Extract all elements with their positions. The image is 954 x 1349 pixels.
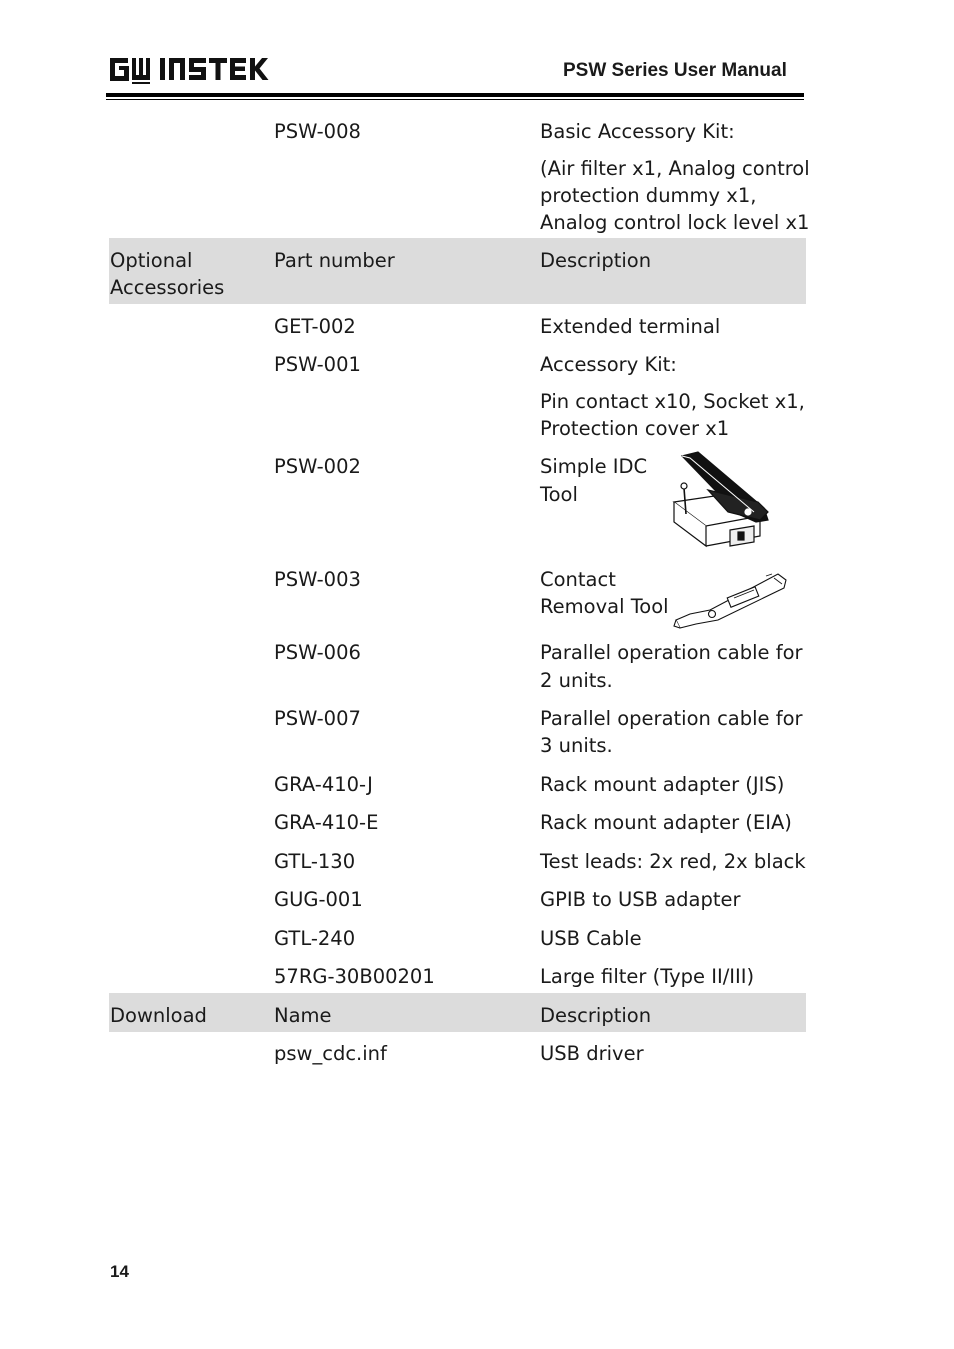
part-number: GET-002 bbox=[274, 315, 356, 338]
part-number: GRA-410-J bbox=[274, 773, 373, 796]
part-number: GTL-240 bbox=[274, 927, 356, 950]
description: Rack mount adapter (JIS) bbox=[540, 773, 785, 796]
description: Accessory Kit: bbox=[540, 353, 677, 376]
header-rule bbox=[106, 93, 804, 97]
description-line: 3 units. bbox=[540, 734, 613, 757]
file-name: psw_cdc.inf bbox=[274, 1042, 387, 1065]
description: Extended terminal bbox=[540, 315, 721, 338]
description: Parallel operation cable for bbox=[540, 641, 803, 664]
section-label: Download bbox=[110, 1004, 207, 1027]
description: Rack mount adapter (EIA) bbox=[540, 811, 792, 834]
column-header-description: Description bbox=[540, 249, 652, 272]
description: USB driver bbox=[540, 1042, 644, 1065]
description: Large filter (Type II/III) bbox=[540, 965, 755, 988]
description: Basic Accessory Kit: bbox=[540, 120, 735, 143]
idc-tool-image bbox=[668, 450, 792, 560]
manual-title: PSW Series User Manual bbox=[563, 60, 787, 81]
description: Pin contact x10, Socket x1, bbox=[540, 390, 805, 413]
part-number: PSW-001 bbox=[274, 353, 361, 376]
description-line: protection dummy x1, bbox=[540, 184, 757, 207]
description: Simple IDC bbox=[540, 455, 648, 478]
contact-removal-tool-image bbox=[670, 566, 790, 630]
description: Test leads: 2x red, 2x black bbox=[540, 850, 806, 873]
description: Parallel operation cable for bbox=[540, 707, 803, 730]
description-line: (Air filter x1, Analog control bbox=[540, 157, 810, 180]
description: USB Cable bbox=[540, 927, 642, 950]
part-number: GTL-130 bbox=[274, 850, 356, 873]
page-number: 14 bbox=[110, 1262, 129, 1281]
part-number: GRA-410-E bbox=[274, 811, 379, 834]
column-header-name: Name bbox=[274, 1004, 332, 1027]
part-number: PSW-008 bbox=[274, 120, 361, 143]
description-line: Protection cover x1 bbox=[540, 417, 730, 440]
description-line: 2 units. bbox=[540, 669, 613, 692]
part-number: GUG-001 bbox=[274, 888, 363, 911]
description: GPIB to USB adapter bbox=[540, 888, 741, 911]
column-header-part-number: Part number bbox=[274, 249, 395, 272]
section-label: Optional bbox=[110, 249, 193, 272]
part-number: 57RG-30B00201 bbox=[274, 965, 435, 988]
header-rule-thin bbox=[106, 99, 804, 100]
download-header bbox=[109, 993, 806, 1032]
part-number: PSW-006 bbox=[274, 641, 361, 664]
section-label: Accessories bbox=[110, 276, 225, 299]
part-number: PSW-007 bbox=[274, 707, 361, 730]
description: Contact bbox=[540, 568, 616, 591]
gw-instek-logo bbox=[108, 52, 278, 86]
description-line: Analog control lock level x1 bbox=[540, 211, 810, 234]
description-line: Tool bbox=[540, 483, 578, 506]
part-number: PSW-002 bbox=[274, 455, 361, 478]
part-number: PSW-003 bbox=[274, 568, 361, 591]
description-line: Removal Tool bbox=[540, 595, 669, 618]
column-header-description: Description bbox=[540, 1004, 652, 1027]
